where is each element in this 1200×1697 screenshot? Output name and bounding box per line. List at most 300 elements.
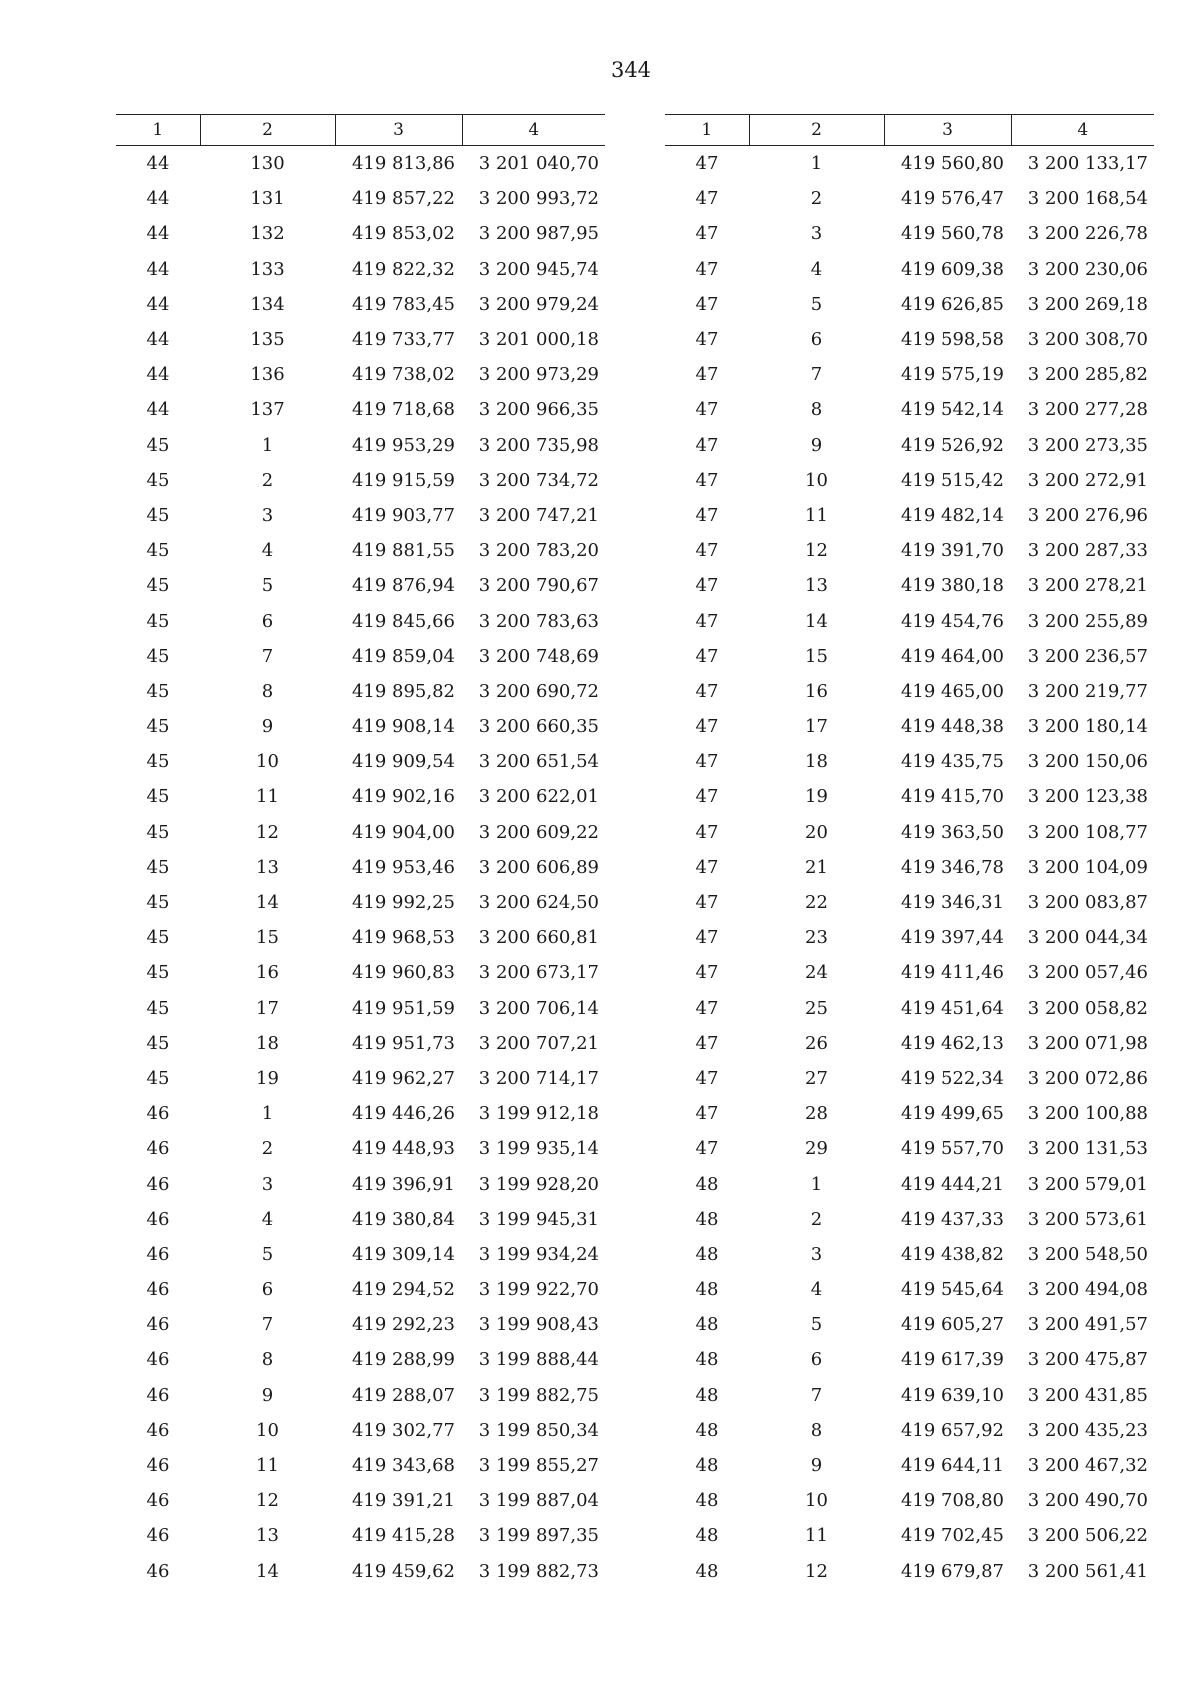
table-cell: 131 — [250, 188, 285, 210]
table-cell: 45 — [146, 892, 170, 914]
table-cell: 3 200 071,98 — [1027, 1032, 1148, 1054]
table-cell: 419 639,10 — [900, 1384, 1004, 1406]
table-cell: 419 876,94 — [351, 575, 455, 597]
table-cell: 47 — [695, 892, 719, 914]
table-cell: 3 200 987,95 — [478, 223, 599, 245]
table-cell: 17 — [805, 716, 828, 738]
table-cell: 419 626,85 — [900, 293, 1004, 315]
table-row — [665, 639, 1154, 674]
table-cell: 1 — [810, 153, 823, 175]
table-body — [665, 146, 1154, 1589]
table-cell: 46 — [146, 1560, 170, 1582]
table-cell: 419 702,45 — [900, 1525, 1004, 1547]
table-cell: 45 — [146, 927, 170, 949]
table-cell: 133 — [250, 258, 285, 280]
table-cell: 419 908,14 — [351, 716, 455, 738]
table-cell: 47 — [695, 751, 719, 773]
table-cell: 46 — [146, 1490, 170, 1512]
table-cell: 3 200 783,20 — [478, 540, 599, 562]
table-cell: 3 199 882,73 — [478, 1560, 599, 1582]
table-row — [665, 568, 1154, 603]
table-row — [665, 392, 1154, 427]
table-cell: 47 — [695, 1138, 719, 1160]
table-cell: 419 522,34 — [900, 1067, 1004, 1089]
table-cell: 419 545,64 — [900, 1279, 1004, 1301]
table-cell: 3 200 561,41 — [1027, 1560, 1148, 1582]
table-cell: 45 — [146, 997, 170, 1019]
table-row — [665, 252, 1154, 287]
table-cell: 3 200 506,22 — [1027, 1525, 1148, 1547]
table-cell: 17 — [256, 997, 279, 1019]
table-cell: 3 200 973,29 — [478, 364, 599, 386]
table-cell: 1 — [810, 1173, 823, 1195]
table-row — [665, 955, 1154, 990]
table-cell: 13 — [256, 1525, 279, 1547]
table-cell: 419 415,70 — [900, 786, 1004, 808]
table-cell: 47 — [695, 1103, 719, 1125]
table-cell: 419 560,80 — [900, 153, 1004, 175]
table-cell: 46 — [146, 1384, 170, 1406]
table-cell: 2 — [810, 188, 823, 210]
table-cell: 419 294,52 — [351, 1279, 455, 1301]
table-cell: 44 — [146, 153, 170, 175]
table-cell: 3 200 573,61 — [1027, 1208, 1148, 1230]
table-body — [116, 146, 605, 1589]
table-cell: 10 — [805, 1490, 828, 1512]
table-cell: 15 — [256, 927, 279, 949]
table-cell: 3 200 548,50 — [1027, 1243, 1148, 1265]
table-row — [665, 216, 1154, 251]
table-cell: 419 904,00 — [351, 821, 455, 843]
table-row — [116, 850, 605, 885]
table-cell: 11 — [805, 1525, 828, 1547]
table-row — [665, 1518, 1154, 1553]
table-cell: 419 451,64 — [900, 997, 1004, 1019]
table-cell: 419 396,91 — [351, 1173, 455, 1195]
table-cell: 47 — [695, 329, 719, 351]
table-cell: 28 — [805, 1103, 828, 1125]
table-row — [665, 1237, 1154, 1272]
table-cell: 3 200 490,70 — [1027, 1490, 1148, 1512]
table-cell: 3 200 747,21 — [478, 504, 599, 526]
table-cell: 3 200 104,09 — [1027, 856, 1148, 878]
table-cell: 3 200 123,38 — [1027, 786, 1148, 808]
table-cell: 419 902,16 — [351, 786, 455, 808]
table-cell: 419 617,39 — [900, 1349, 1004, 1371]
table-cell: 3 200 606,89 — [478, 856, 599, 878]
table-cell: 3 199 935,14 — [478, 1138, 599, 1160]
table-cell: 419 499,65 — [900, 1103, 1004, 1125]
table-cell: 419 644,11 — [900, 1455, 1004, 1477]
table-cell: 47 — [695, 153, 719, 175]
table-cell: 6 — [810, 1349, 823, 1371]
table-cell: 46 — [146, 1103, 170, 1125]
table-cell: 47 — [695, 927, 719, 949]
table-row — [116, 1307, 605, 1342]
table-cell: 3 200 150,06 — [1027, 751, 1148, 773]
table-cell: 419 679,87 — [900, 1560, 1004, 1582]
table-row — [665, 1096, 1154, 1131]
table-row — [116, 1061, 605, 1096]
table-cell: 47 — [695, 293, 719, 315]
table-cell: 3 200 748,69 — [478, 645, 599, 667]
table-cell: 6 — [261, 610, 274, 632]
table-cell: 46 — [146, 1314, 170, 1336]
table-cell: 419 380,84 — [351, 1208, 455, 1230]
table-cell: 46 — [146, 1138, 170, 1160]
table-cell: 419 448,38 — [900, 716, 1004, 738]
table-row — [116, 357, 605, 392]
table-cell: 419 444,21 — [900, 1173, 1004, 1195]
table-cell: 3 — [261, 1173, 274, 1195]
table-cell: 4 — [261, 540, 274, 562]
table-cell: 419 343,68 — [351, 1455, 455, 1477]
table-cell: 419 542,14 — [900, 399, 1004, 421]
column-header: 4 — [1011, 115, 1154, 146]
table-row — [116, 744, 605, 779]
table-cell: 45 — [146, 856, 170, 878]
table-row — [116, 1096, 605, 1131]
table-cell: 2 — [261, 469, 274, 491]
table-header-row — [665, 115, 1154, 146]
table-cell: 7 — [810, 1384, 823, 1406]
table-header-row — [116, 115, 605, 146]
table-cell: 16 — [256, 962, 279, 984]
table-row — [116, 709, 605, 744]
table-cell: 3 200 308,70 — [1027, 329, 1148, 351]
table-cell: 3 199 912,18 — [478, 1103, 599, 1125]
table-row — [665, 322, 1154, 357]
table-cell: 3 200 790,67 — [478, 575, 599, 597]
table-row — [665, 181, 1154, 216]
table-cell: 7 — [261, 1314, 274, 1336]
table-row — [116, 252, 605, 287]
table-row — [665, 603, 1154, 638]
table-cell: 9 — [810, 1455, 823, 1477]
table-row — [116, 674, 605, 709]
table-cell: 7 — [261, 645, 274, 667]
table-cell: 48 — [695, 1560, 719, 1582]
table-cell: 419 415,28 — [351, 1525, 455, 1547]
table-cell: 44 — [146, 399, 170, 421]
table-cell: 45 — [146, 751, 170, 773]
table-cell: 46 — [146, 1279, 170, 1301]
table-cell: 3 200 735,98 — [478, 434, 599, 456]
table-cell: 24 — [805, 962, 828, 984]
table-cell: 47 — [695, 504, 719, 526]
table-cell: 47 — [695, 610, 719, 632]
table-cell: 46 — [146, 1208, 170, 1230]
table-cell: 3 200 273,35 — [1027, 434, 1148, 456]
table-cell: 3 — [261, 504, 274, 526]
table-cell: 419 288,07 — [351, 1384, 455, 1406]
table-row — [665, 1166, 1154, 1201]
table-row — [665, 1378, 1154, 1413]
table-cell: 48 — [695, 1349, 719, 1371]
column-header: 1 — [665, 115, 749, 146]
table-cell: 11 — [805, 504, 828, 526]
table-cell: 18 — [805, 751, 828, 773]
table-cell: 419 438,82 — [900, 1243, 1004, 1265]
table-cell: 45 — [146, 786, 170, 808]
table-cell: 3 200 285,82 — [1027, 364, 1148, 386]
table-row — [665, 1413, 1154, 1448]
table-row — [116, 1342, 605, 1377]
table-cell: 47 — [695, 188, 719, 210]
table-cell: 3 199 945,31 — [478, 1208, 599, 1230]
table-row — [116, 1483, 605, 1518]
table-cell: 45 — [146, 1067, 170, 1089]
table-cell: 419 346,78 — [900, 856, 1004, 878]
table-cell: 4 — [261, 1208, 274, 1230]
table-cell: 12 — [805, 1560, 828, 1582]
table-cell: 3 200 993,72 — [478, 188, 599, 210]
table-cell: 12 — [256, 1490, 279, 1512]
table-cell: 3 200 044,34 — [1027, 927, 1148, 949]
table-cell: 11 — [256, 786, 279, 808]
table-cell: 419 557,70 — [900, 1138, 1004, 1160]
table-cell: 10 — [256, 1419, 279, 1441]
table-cell: 48 — [695, 1525, 719, 1547]
table-row — [116, 181, 605, 216]
table-cell: 3 199 928,20 — [478, 1173, 599, 1195]
table-cell: 45 — [146, 962, 170, 984]
table-cell: 4 — [810, 258, 823, 280]
table-cell: 47 — [695, 1067, 719, 1089]
table-row — [665, 1448, 1154, 1483]
column-header: 1 — [116, 115, 200, 146]
table-cell: 419 391,70 — [900, 540, 1004, 562]
table-cell: 6 — [261, 1279, 274, 1301]
table-cell: 45 — [146, 610, 170, 632]
table-row — [116, 392, 605, 427]
table-cell: 12 — [256, 821, 279, 843]
table-cell: 132 — [250, 223, 285, 245]
table-cell: 419 881,55 — [351, 540, 455, 562]
table-cell: 47 — [695, 575, 719, 597]
table-cell: 46 — [146, 1455, 170, 1477]
table-cell: 3 199 897,35 — [478, 1525, 599, 1547]
table-cell: 419 962,27 — [351, 1067, 455, 1089]
table-cell: 3 200 230,06 — [1027, 258, 1148, 280]
table-cell: 3 200 435,23 — [1027, 1419, 1148, 1441]
table-cell: 130 — [250, 153, 285, 175]
table-cell: 3 199 855,27 — [478, 1455, 599, 1477]
table-cell: 3 200 475,87 — [1027, 1349, 1148, 1371]
table-cell: 419 302,77 — [351, 1419, 455, 1441]
table-cell: 419 657,92 — [900, 1419, 1004, 1441]
table-row — [665, 1554, 1154, 1589]
column-header: 2 — [749, 115, 884, 146]
table-row — [116, 463, 605, 498]
table-cell: 3 200 431,85 — [1027, 1384, 1148, 1406]
table-cell: 45 — [146, 434, 170, 456]
table-cell: 14 — [805, 610, 828, 632]
table-cell: 419 813,86 — [351, 153, 455, 175]
table-row — [665, 920, 1154, 955]
table-cell: 419 346,31 — [900, 892, 1004, 914]
table-cell: 47 — [695, 821, 719, 843]
table-cell: 3 200 734,72 — [478, 469, 599, 491]
table-cell: 3 200 272,91 — [1027, 469, 1148, 491]
table-cell: 9 — [261, 1384, 274, 1406]
table-cell: 419 462,13 — [900, 1032, 1004, 1054]
table-cell: 3 200 690,72 — [478, 680, 599, 702]
table-cell: 3 200 108,77 — [1027, 821, 1148, 843]
table-row — [116, 779, 605, 814]
table-cell: 44 — [146, 293, 170, 315]
table-cell: 419 783,45 — [351, 293, 455, 315]
table-row — [116, 1554, 605, 1589]
table-cell: 19 — [805, 786, 828, 808]
coordinates-table-right — [665, 114, 1154, 1589]
table-cell: 27 — [805, 1067, 828, 1089]
table-cell: 3 200 966,35 — [478, 399, 599, 421]
table-row — [665, 779, 1154, 814]
table-cell: 135 — [250, 329, 285, 351]
table-cell: 8 — [810, 1419, 823, 1441]
table-cell: 8 — [261, 680, 274, 702]
table-cell: 9 — [810, 434, 823, 456]
table-cell: 137 — [250, 399, 285, 421]
table-row — [116, 498, 605, 533]
table-cell: 134 — [250, 293, 285, 315]
table-cell: 419 391,21 — [351, 1490, 455, 1512]
table-cell: 3 200 707,21 — [478, 1032, 599, 1054]
table-cell: 419 903,77 — [351, 504, 455, 526]
table-cell: 3 200 624,50 — [478, 892, 599, 914]
table-cell: 3 200 131,53 — [1027, 1138, 1148, 1160]
table-row — [116, 991, 605, 1026]
table-cell: 3 200 226,78 — [1027, 223, 1148, 245]
table-cell: 3 200 783,63 — [478, 610, 599, 632]
table-cell: 13 — [256, 856, 279, 878]
table-cell: 3 200 651,54 — [478, 751, 599, 773]
table-cell: 3 199 922,70 — [478, 1279, 599, 1301]
table-cell: 419 309,14 — [351, 1243, 455, 1265]
column-header: 2 — [200, 115, 335, 146]
table-cell: 3 200 660,81 — [478, 927, 599, 949]
table-cell: 419 446,26 — [351, 1103, 455, 1125]
table-cell: 419 605,27 — [900, 1314, 1004, 1336]
table-cell: 47 — [695, 786, 719, 808]
table-cell: 3 201 040,70 — [478, 153, 599, 175]
table-cell: 419 526,92 — [900, 434, 1004, 456]
table-cell: 3 200 100,88 — [1027, 1103, 1148, 1125]
table-cell: 419 515,42 — [900, 469, 1004, 491]
table-cell: 3 200 673,17 — [478, 962, 599, 984]
table-cell: 45 — [146, 680, 170, 702]
table-row — [665, 674, 1154, 709]
table-cell: 419 853,02 — [351, 223, 455, 245]
table-row — [116, 1026, 605, 1061]
table-row — [665, 498, 1154, 533]
table-cell: 48 — [695, 1314, 719, 1336]
table-cell: 419 953,29 — [351, 434, 455, 456]
table-cell: 7 — [810, 364, 823, 386]
table-row — [665, 1131, 1154, 1166]
table-row — [116, 146, 605, 182]
table-cell: 47 — [695, 434, 719, 456]
table-cell: 45 — [146, 821, 170, 843]
table-cell: 419 992,25 — [351, 892, 455, 914]
table-cell: 419 380,18 — [900, 575, 1004, 597]
table-cell: 8 — [810, 399, 823, 421]
table-cell: 3 200 491,57 — [1027, 1314, 1148, 1336]
table-row — [665, 991, 1154, 1026]
table-cell: 45 — [146, 469, 170, 491]
table-cell: 3 200 622,01 — [478, 786, 599, 808]
table-cell: 44 — [146, 188, 170, 210]
table-cell: 3 — [810, 223, 823, 245]
table-cell: 419 288,99 — [351, 1349, 455, 1371]
table-row — [665, 146, 1154, 182]
table-cell: 3 200 236,57 — [1027, 645, 1148, 667]
table-cell: 3 200 277,28 — [1027, 399, 1148, 421]
table-cell: 419 459,62 — [351, 1560, 455, 1582]
table-cell: 419 464,00 — [900, 645, 1004, 667]
table-cell: 8 — [261, 1349, 274, 1371]
table-cell: 3 199 850,34 — [478, 1419, 599, 1441]
table-cell: 18 — [256, 1032, 279, 1054]
table-row — [665, 1483, 1154, 1518]
table-row — [665, 1272, 1154, 1307]
table-cell: 419 397,44 — [900, 927, 1004, 949]
coordinates-table-left — [116, 114, 605, 1589]
column-header: 4 — [462, 115, 605, 146]
table-cell: 419 598,58 — [900, 329, 1004, 351]
table-cell: 45 — [146, 645, 170, 667]
table-cell: 419 435,75 — [900, 751, 1004, 773]
table-row — [665, 850, 1154, 885]
table-cell: 45 — [146, 575, 170, 597]
table-cell: 47 — [695, 997, 719, 1019]
table-cell: 46 — [146, 1243, 170, 1265]
table-cell: 419 909,54 — [351, 751, 455, 773]
table-row — [116, 1202, 605, 1237]
table-row — [116, 287, 605, 322]
table-cell: 12 — [805, 540, 828, 562]
table-row — [665, 357, 1154, 392]
table-cell: 45 — [146, 504, 170, 526]
table-cell: 419 363,50 — [900, 821, 1004, 843]
table-row — [116, 533, 605, 568]
table-row — [116, 428, 605, 463]
table-row — [116, 1272, 605, 1307]
table-cell: 419 857,22 — [351, 188, 455, 210]
table-row — [116, 1131, 605, 1166]
table-cell: 3 200 168,54 — [1027, 188, 1148, 210]
table-cell: 13 — [805, 575, 828, 597]
table-cell: 5 — [261, 1243, 274, 1265]
table-cell: 47 — [695, 856, 719, 878]
table-cell: 14 — [256, 892, 279, 914]
table-cell: 45 — [146, 540, 170, 562]
table-row — [665, 533, 1154, 568]
table-cell: 46 — [146, 1419, 170, 1441]
table-cell: 419 822,32 — [351, 258, 455, 280]
table-cell: 419 465,00 — [900, 680, 1004, 702]
table-cell: 3 200 714,17 — [478, 1067, 599, 1089]
table-row — [665, 744, 1154, 779]
table-cell: 419 845,66 — [351, 610, 455, 632]
table-cell: 2 — [810, 1208, 823, 1230]
table-cell: 5 — [810, 293, 823, 315]
table-cell: 419 895,82 — [351, 680, 455, 702]
table-row — [665, 815, 1154, 850]
table-cell: 47 — [695, 645, 719, 667]
table-cell: 26 — [805, 1032, 828, 1054]
